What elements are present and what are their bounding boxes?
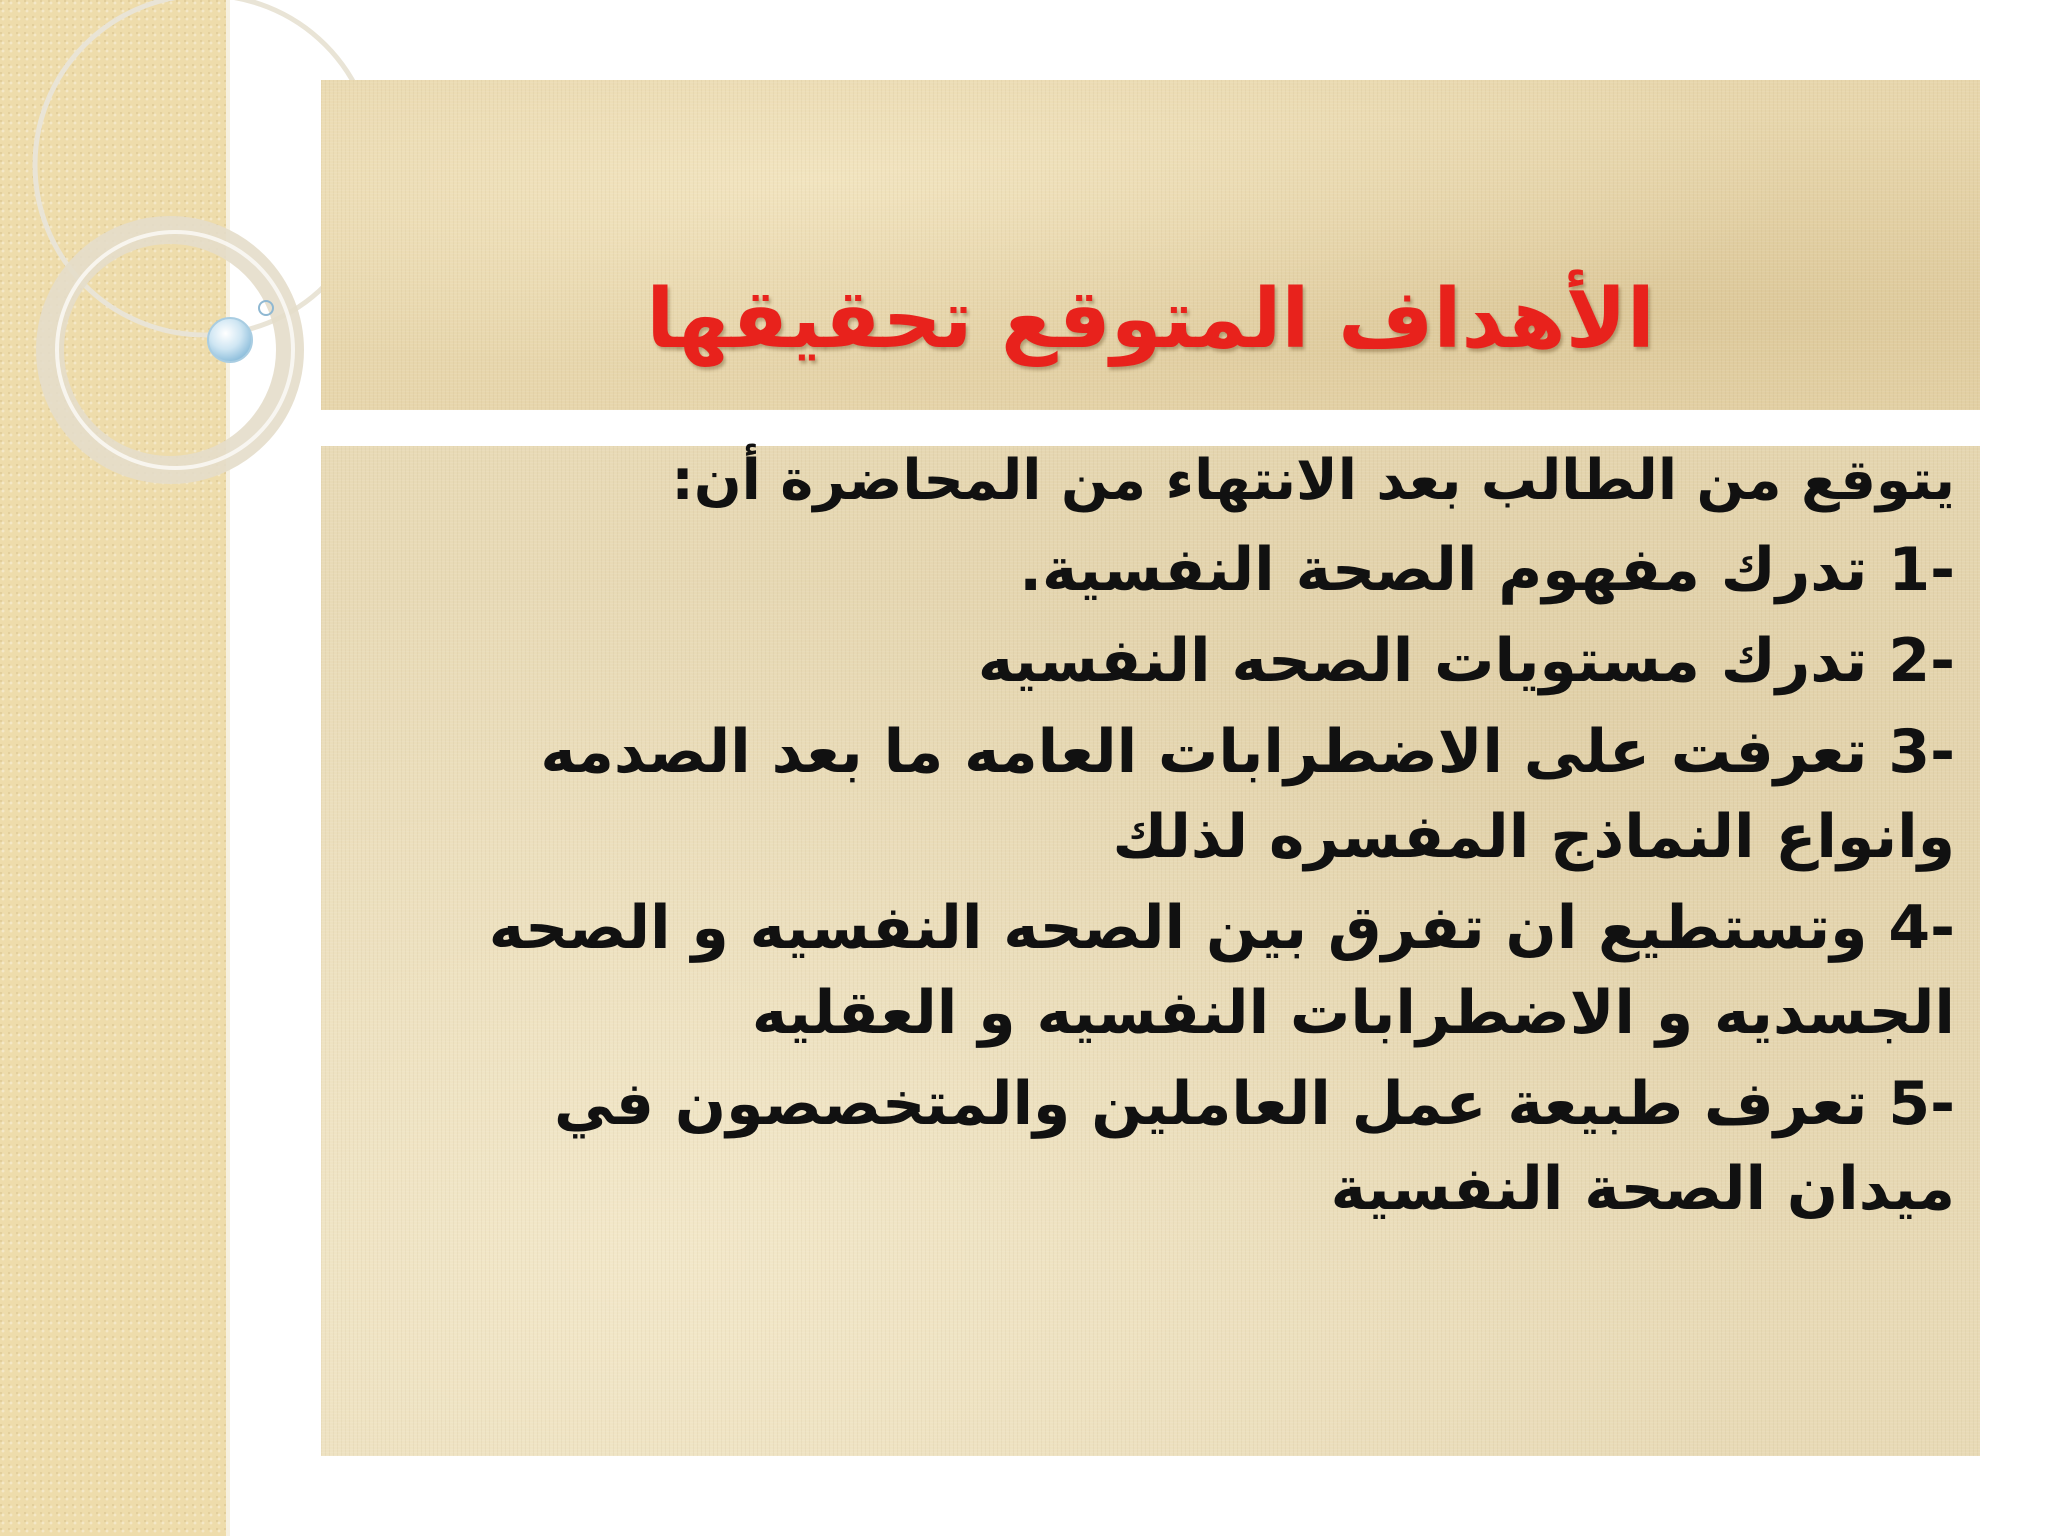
objective-item-3 — [380, 710, 1955, 880]
objective-text: تدرك مستويات الصحه النفسيه — [977, 626, 1889, 696]
intro-text: يتوقع من الطالب بعد الانتهاء من المحاضرة أن: — [671, 448, 1955, 513]
objective-item-5 — [380, 1062, 1955, 1232]
objective-number: 2- — [1888, 626, 1955, 696]
objective-text: تعرفت على الاضطرابات العامه ما بعد الصدمه وانواع النماذج المفسره لذلك — [540, 717, 1955, 872]
objective-text: تدرك مفهوم الصحة النفسية. — [1019, 535, 1889, 605]
objective-number: 5- — [1888, 1069, 1955, 1139]
objective-text: وتستطيع ان تفرق بين الصحه النفسيه و الصحه الجسديه و الاضطرابات النفسيه و العقليه — [488, 893, 1955, 1048]
decorative-rings — [0, 0, 320, 520]
objective-number: 3- — [1888, 717, 1955, 787]
objective-number: 1- — [1888, 535, 1955, 605]
objective-item-1 — [380, 528, 1955, 613]
medium-ring — [50, 230, 290, 470]
small-ring — [57, 232, 293, 468]
slide-title: الأهداف المتوقع تحقيقها — [646, 272, 1655, 367]
objectives-list — [380, 528, 1955, 1232]
objective-item-2 — [380, 619, 1955, 704]
objective-text: تعرف طبيعة عمل العاملين والمتخصصون في ميدان الصحة النفسية — [554, 1069, 1955, 1224]
objective-number: 4- — [1888, 893, 1955, 963]
slide-body — [380, 440, 1955, 1238]
bubble-dot — [208, 318, 252, 362]
objective-item-4 — [380, 886, 1955, 1056]
